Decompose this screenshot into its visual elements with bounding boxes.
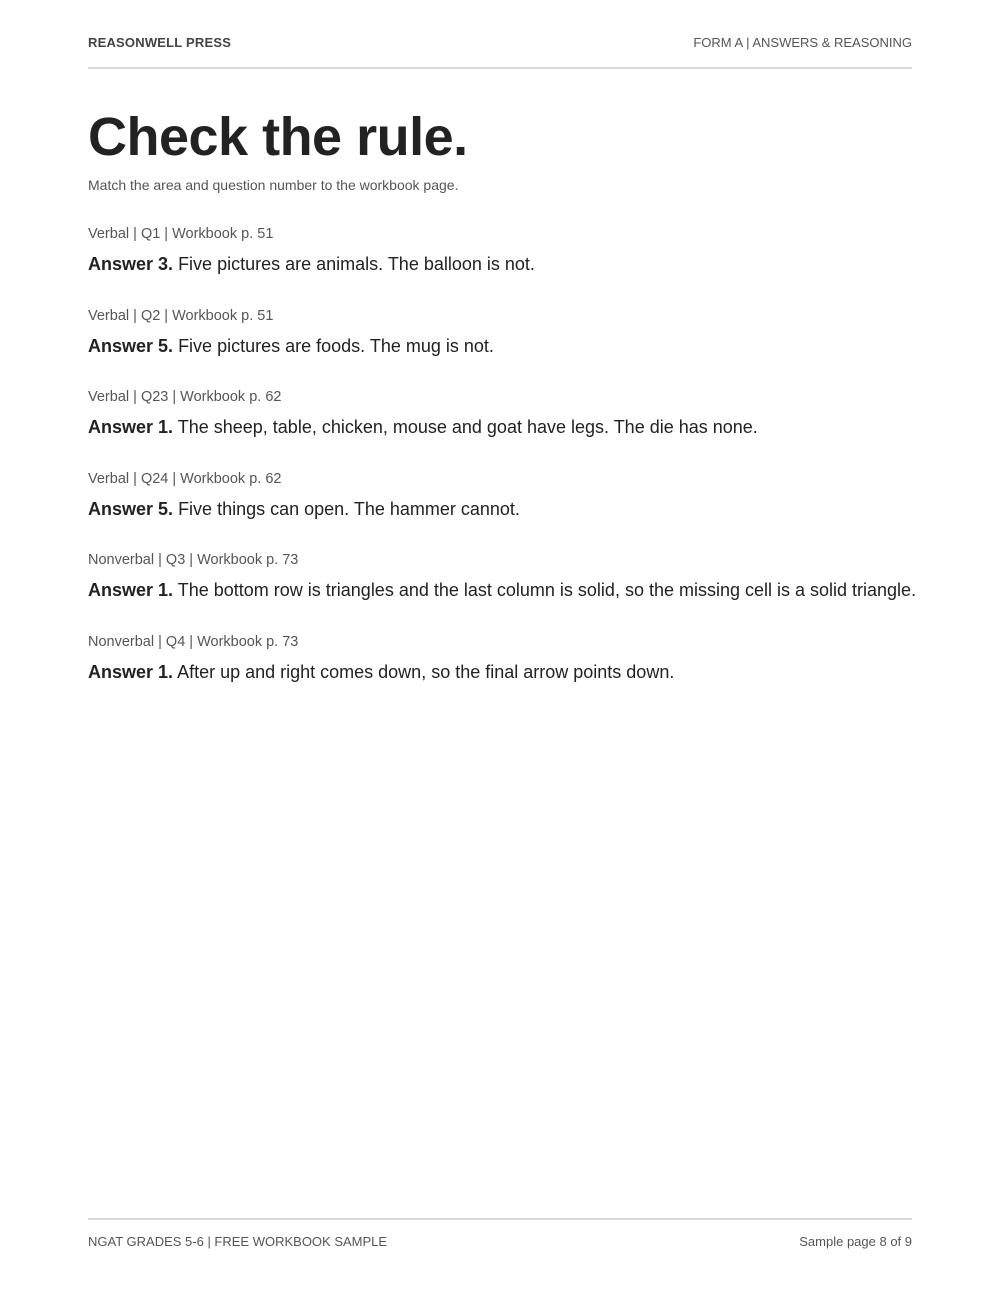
answer-entry: [88, 634, 912, 716]
answer-label: Answer 5.: [88, 335, 174, 356]
answer-label: Answer 5.: [88, 498, 174, 519]
page-header: [88, 0, 912, 69]
page-title: Check the rule.: [88, 107, 468, 167]
answer-reason: After up and right comes down, so the final arrow points down.: [177, 661, 675, 682]
answer-entry: [88, 471, 912, 553]
entry-answer: [88, 662, 674, 683]
answer-entry: [88, 308, 912, 390]
entry-meta: Verbal | Q1 | Workbook p. 51: [88, 226, 274, 242]
entry-meta: Verbal | Q24 | Workbook p. 62: [88, 470, 282, 487]
answer-reason: Five pictures are animals. The balloon is not.: [178, 254, 535, 274]
entry-answer: [88, 254, 535, 275]
answer-entry: [88, 389, 912, 471]
answer-label: Answer 1.: [88, 580, 174, 601]
entry-answer: [88, 499, 520, 520]
answer-reason: The bottom row is triangles and the last column is solid, so the missing cell is a solid triangle.: [177, 580, 917, 601]
answer-label: Answer 3.: [88, 254, 174, 274]
footer-series-label: NGAT GRADES 5-6 | FREE WORKBOOK SAMPLE: [88, 1234, 388, 1249]
answer-entry: [88, 226, 912, 308]
answer-label: Answer 1.: [88, 417, 174, 438]
page-subtitle: Match the area and question number to the workbook page.: [88, 177, 459, 193]
entry-answer: [88, 336, 494, 357]
answer-entry: [88, 552, 917, 634]
answer-label: Answer 1.: [88, 661, 174, 682]
entry-answer: [88, 580, 916, 601]
section-label: FORM A | ANSWERS & REASONING: [693, 35, 912, 50]
answer-reason: Five things can open. The hammer cannot.: [178, 498, 520, 519]
publisher-name: REASONWELL PRESS: [88, 35, 232, 50]
answer-list: [88, 226, 917, 716]
entry-meta: Verbal | Q2 | Workbook p. 51: [88, 307, 274, 324]
entry-meta: Nonverbal | Q3 | Workbook p. 73: [88, 552, 299, 569]
entry-meta: Verbal | Q23 | Workbook p. 62: [88, 389, 282, 406]
entry-answer: [88, 417, 758, 438]
answer-reason: Five pictures are foods. The mug is not.: [178, 335, 494, 356]
page-footer: [88, 1218, 912, 1258]
entry-meta: Nonverbal | Q4 | Workbook p. 73: [88, 633, 299, 650]
page-number: Sample page 8 of 9: [799, 1234, 912, 1249]
answer-reason: The sheep, table, chicken, mouse and goat have legs. The die has none.: [177, 417, 758, 438]
